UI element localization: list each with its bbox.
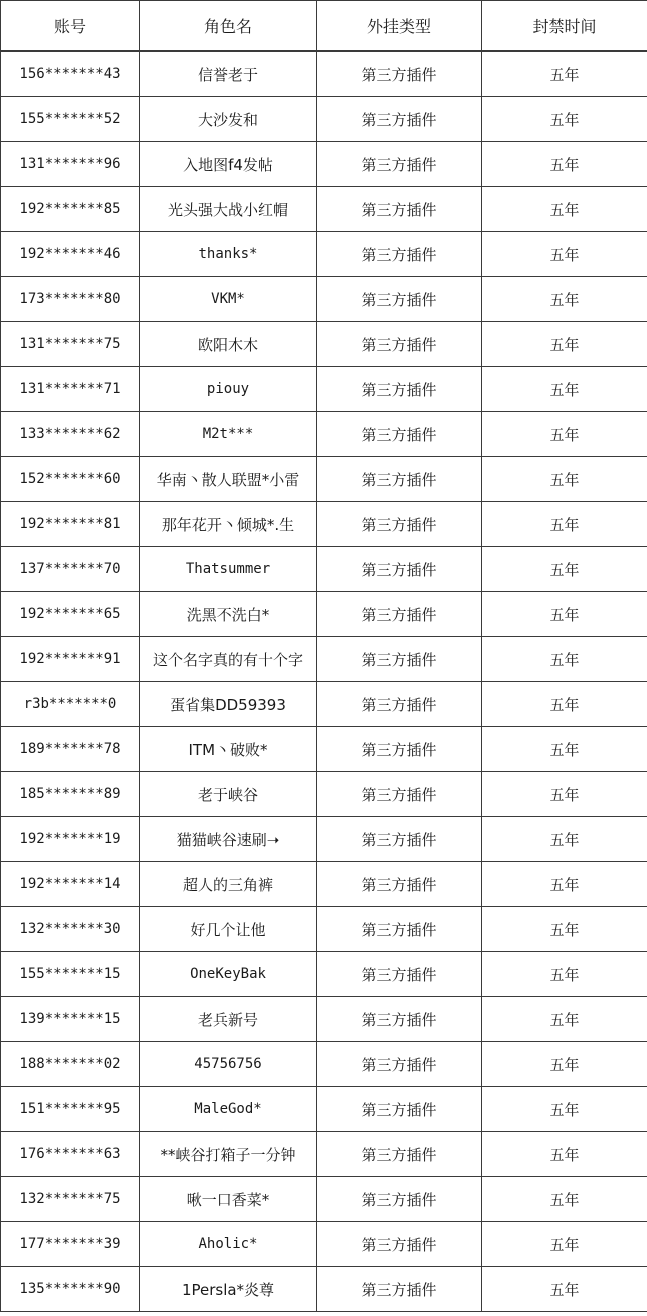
cell-cheat-type: 第三方插件 bbox=[317, 277, 482, 322]
cell-ban-duration: 五年 bbox=[482, 772, 647, 817]
cell-account: 188*******02 bbox=[1, 1042, 140, 1087]
cell-account: 131*******71 bbox=[1, 367, 140, 412]
cell-role-name: 洗黑不洗白* bbox=[140, 592, 317, 637]
cell-account: 185*******89 bbox=[1, 772, 140, 817]
cell-ban-duration: 五年 bbox=[482, 187, 647, 232]
cell-cheat-type: 第三方插件 bbox=[317, 232, 482, 277]
table-row bbox=[1, 232, 647, 277]
cell-account: 192*******85 bbox=[1, 187, 140, 232]
header-cheat-type: 外挂类型 bbox=[317, 1, 482, 52]
cell-account: 131*******75 bbox=[1, 322, 140, 367]
cell-role-name: 这个名字真的有十个字 bbox=[140, 637, 317, 682]
cell-cheat-type: 第三方插件 bbox=[317, 457, 482, 502]
cell-role-name: 1Persla*炎尊 bbox=[140, 1267, 317, 1312]
cell-role-name: 45756756 bbox=[140, 1042, 317, 1087]
cell-account: 132*******75 bbox=[1, 1177, 140, 1222]
table-row bbox=[1, 1042, 647, 1087]
cell-account: 176*******63 bbox=[1, 1132, 140, 1177]
cell-ban-duration: 五年 bbox=[482, 1267, 647, 1312]
cell-cheat-type: 第三方插件 bbox=[317, 907, 482, 952]
cell-role-name: 光头强大战小红帽 bbox=[140, 187, 317, 232]
cell-account: 173*******80 bbox=[1, 277, 140, 322]
cell-cheat-type: 第三方插件 bbox=[317, 682, 482, 727]
cell-cheat-type: 第三方插件 bbox=[317, 1132, 482, 1177]
cell-account: 192*******91 bbox=[1, 637, 140, 682]
cell-ban-duration: 五年 bbox=[482, 592, 647, 637]
cell-role-name: 老于峡谷 bbox=[140, 772, 317, 817]
cell-ban-duration: 五年 bbox=[482, 367, 647, 412]
table-row bbox=[1, 51, 647, 97]
cell-role-name: piouy bbox=[140, 367, 317, 412]
table-row bbox=[1, 1177, 647, 1222]
cell-cheat-type: 第三方插件 bbox=[317, 502, 482, 547]
cell-account: r3b*******0 bbox=[1, 682, 140, 727]
table-row bbox=[1, 457, 647, 502]
table-row bbox=[1, 862, 647, 907]
cell-role-name: 猫猫峡谷速刷➝ bbox=[140, 817, 317, 862]
header-role-name: 角色名 bbox=[140, 1, 317, 52]
cell-ban-duration: 五年 bbox=[482, 1042, 647, 1087]
cell-role-name: thanks* bbox=[140, 232, 317, 277]
cell-role-name: 华南丶散人联盟*小雷 bbox=[140, 457, 317, 502]
table-row bbox=[1, 907, 647, 952]
cell-cheat-type: 第三方插件 bbox=[317, 772, 482, 817]
cell-cheat-type: 第三方插件 bbox=[317, 1267, 482, 1312]
table-row bbox=[1, 1222, 647, 1267]
cell-cheat-type: 第三方插件 bbox=[317, 412, 482, 457]
table-row bbox=[1, 637, 647, 682]
table-row bbox=[1, 277, 647, 322]
cell-cheat-type: 第三方插件 bbox=[317, 1222, 482, 1267]
cell-ban-duration: 五年 bbox=[482, 1222, 647, 1267]
cell-cheat-type: 第三方插件 bbox=[317, 97, 482, 142]
cell-ban-duration: 五年 bbox=[482, 1132, 647, 1177]
cell-account: 189*******78 bbox=[1, 727, 140, 772]
table-row bbox=[1, 952, 647, 997]
cell-role-name: 入地图f4发帖 bbox=[140, 142, 317, 187]
cell-cheat-type: 第三方插件 bbox=[317, 637, 482, 682]
cell-role-name: **峡谷打箱子一分钟 bbox=[140, 1132, 317, 1177]
cell-account: 137*******70 bbox=[1, 547, 140, 592]
cell-cheat-type: 第三方插件 bbox=[317, 367, 482, 412]
table-row bbox=[1, 97, 647, 142]
cell-account: 192*******46 bbox=[1, 232, 140, 277]
table-row bbox=[1, 592, 647, 637]
cell-ban-duration: 五年 bbox=[482, 1177, 647, 1222]
header-row bbox=[1, 1, 647, 52]
cell-ban-duration: 五年 bbox=[482, 142, 647, 187]
cell-cheat-type: 第三方插件 bbox=[317, 592, 482, 637]
cell-ban-duration: 五年 bbox=[482, 51, 647, 97]
table-row bbox=[1, 817, 647, 862]
table-row bbox=[1, 997, 647, 1042]
table-row bbox=[1, 322, 647, 367]
cell-cheat-type: 第三方插件 bbox=[317, 322, 482, 367]
cell-ban-duration: 五年 bbox=[482, 727, 647, 772]
cell-ban-duration: 五年 bbox=[482, 637, 647, 682]
cell-ban-duration: 五年 bbox=[482, 502, 647, 547]
table-row bbox=[1, 412, 647, 457]
cell-account: 139*******15 bbox=[1, 997, 140, 1042]
cell-cheat-type: 第三方插件 bbox=[317, 1177, 482, 1222]
cell-role-name: 蛋省集DD59393 bbox=[140, 682, 317, 727]
cell-cheat-type: 第三方插件 bbox=[317, 51, 482, 97]
cell-ban-duration: 五年 bbox=[482, 907, 647, 952]
cell-cheat-type: 第三方插件 bbox=[317, 817, 482, 862]
cell-cheat-type: 第三方插件 bbox=[317, 142, 482, 187]
table-row bbox=[1, 772, 647, 817]
cell-account: 132*******30 bbox=[1, 907, 140, 952]
cell-account: 192*******19 bbox=[1, 817, 140, 862]
cell-role-name: 好几个让他 bbox=[140, 907, 317, 952]
cell-cheat-type: 第三方插件 bbox=[317, 187, 482, 232]
cell-account: 152*******60 bbox=[1, 457, 140, 502]
cell-ban-duration: 五年 bbox=[482, 682, 647, 727]
cell-account: 131*******96 bbox=[1, 142, 140, 187]
cell-account: 133*******62 bbox=[1, 412, 140, 457]
cell-cheat-type: 第三方插件 bbox=[317, 952, 482, 997]
cell-role-name: 老兵新号 bbox=[140, 997, 317, 1042]
cell-ban-duration: 五年 bbox=[482, 412, 647, 457]
cell-cheat-type: 第三方插件 bbox=[317, 727, 482, 772]
cell-ban-duration: 五年 bbox=[482, 97, 647, 142]
cell-account: 151*******95 bbox=[1, 1087, 140, 1132]
cell-ban-duration: 五年 bbox=[482, 817, 647, 862]
cell-ban-duration: 五年 bbox=[482, 322, 647, 367]
cell-account: 192*******65 bbox=[1, 592, 140, 637]
cell-role-name: MaleGod* bbox=[140, 1087, 317, 1132]
cell-role-name: Thatsummer bbox=[140, 547, 317, 592]
cell-role-name: 欧阳木木 bbox=[140, 322, 317, 367]
table-row bbox=[1, 1132, 647, 1177]
cell-role-name: 大沙发和 bbox=[140, 97, 317, 142]
cell-ban-duration: 五年 bbox=[482, 277, 647, 322]
cell-account: 156*******43 bbox=[1, 51, 140, 97]
cell-role-name: OneKeyBak bbox=[140, 952, 317, 997]
cell-cheat-type: 第三方插件 bbox=[317, 1042, 482, 1087]
cell-role-name: VKM* bbox=[140, 277, 317, 322]
cell-account: 177*******39 bbox=[1, 1222, 140, 1267]
cell-role-name: 超人的三角裤 bbox=[140, 862, 317, 907]
cell-role-name: 信誉老于 bbox=[140, 51, 317, 97]
cell-ban-duration: 五年 bbox=[482, 1087, 647, 1132]
table-row bbox=[1, 1267, 647, 1312]
header-account: 账号 bbox=[1, 1, 140, 52]
table-row bbox=[1, 682, 647, 727]
cell-role-name: 啾一口香菜* bbox=[140, 1177, 317, 1222]
table-row bbox=[1, 547, 647, 592]
table-body bbox=[1, 51, 647, 1312]
cell-cheat-type: 第三方插件 bbox=[317, 997, 482, 1042]
cell-ban-duration: 五年 bbox=[482, 997, 647, 1042]
cell-account: 135*******90 bbox=[1, 1267, 140, 1312]
table-row bbox=[1, 142, 647, 187]
table-row bbox=[1, 502, 647, 547]
table-row bbox=[1, 727, 647, 772]
cell-ban-duration: 五年 bbox=[482, 232, 647, 277]
cell-cheat-type: 第三方插件 bbox=[317, 862, 482, 907]
table-row bbox=[1, 1087, 647, 1132]
cell-ban-duration: 五年 bbox=[482, 547, 647, 592]
cell-role-name: ITM丶破败* bbox=[140, 727, 317, 772]
header-ban-duration: 封禁时间 bbox=[482, 1, 647, 52]
cell-ban-duration: 五年 bbox=[482, 862, 647, 907]
cell-cheat-type: 第三方插件 bbox=[317, 1087, 482, 1132]
table-row bbox=[1, 187, 647, 232]
table-header bbox=[1, 1, 647, 52]
cell-account: 155*******15 bbox=[1, 952, 140, 997]
cell-account: 155*******52 bbox=[1, 97, 140, 142]
cell-account: 192*******14 bbox=[1, 862, 140, 907]
cell-role-name: Aholic* bbox=[140, 1222, 317, 1267]
cell-cheat-type: 第三方插件 bbox=[317, 547, 482, 592]
cell-role-name: M2t*** bbox=[140, 412, 317, 457]
cell-role-name: 那年花开丶倾城*.生 bbox=[140, 502, 317, 547]
table-row bbox=[1, 367, 647, 412]
cell-ban-duration: 五年 bbox=[482, 952, 647, 997]
cell-ban-duration: 五年 bbox=[482, 457, 647, 502]
cell-account: 192*******81 bbox=[1, 502, 140, 547]
